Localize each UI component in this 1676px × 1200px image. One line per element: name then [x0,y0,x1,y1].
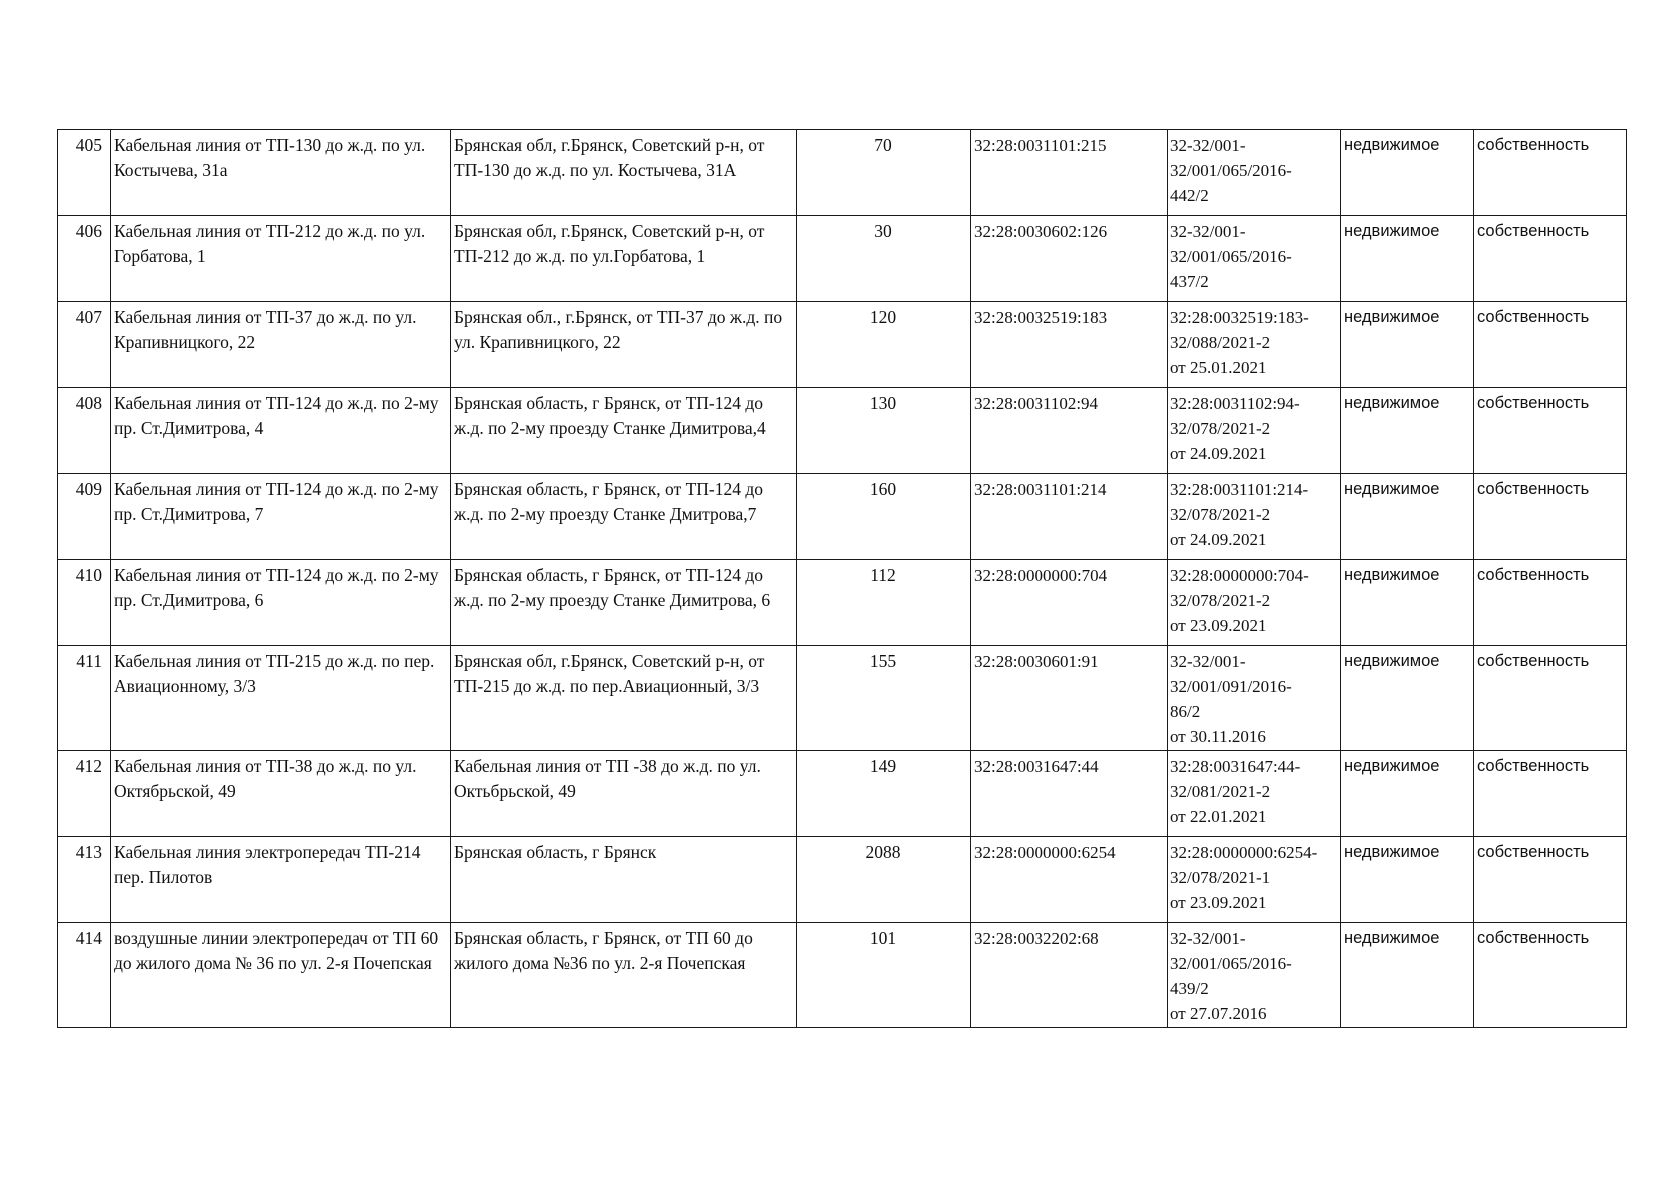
object-name: Кабельная линия электропередач ТП-214 пер. Пилотов [111,837,451,923]
table-row [58,837,1627,923]
registration-record-line: 32-32/001- [1170,652,1246,671]
row-number: 409 [58,474,111,560]
registration-record-line: от 27.07.2016 [1170,1004,1267,1023]
object-address: Брянская область, г Брянск, от ТП 60 до жилого дома №36 по ул. 2-я Почепская [451,923,797,1028]
object-name: воздушные линии электропередач от ТП 60 до жилого дома № 36 по ул. 2-я Почепская [111,923,451,1028]
cadastral-number: 32:28:0031102:94 [971,388,1168,474]
table-row [58,646,1627,751]
object-name: Кабельная линия от ТП-212 до ж.д. по ул. Горбатова, 1 [111,216,451,302]
object-address: Брянская область, г Брянск [451,837,797,923]
table-row [58,130,1627,216]
registration-record-line: от 22.01.2021 [1170,807,1267,826]
row-number: 410 [58,560,111,646]
property-kind: недвижимое [1341,646,1474,751]
registration-record-line: от 30.11.2016 [1170,727,1266,746]
object-length: 120 [797,302,971,388]
registration-record-line: 32/001/065/2016- [1170,954,1292,973]
row-number: 411 [58,646,111,751]
registration-record-line: 32/078/2021-2 [1170,505,1271,524]
object-name: Кабельная линия от ТП-38 до ж.д. по ул. Октябрьской, 49 [111,751,451,837]
registration-record-line: 32-32/001- [1170,222,1246,241]
table-row [58,560,1627,646]
cadastral-number: 32:28:0000000:704 [971,560,1168,646]
registration-record [1168,837,1341,923]
object-address: Кабельная линия от ТП -38 до ж.д. по ул. Октьбрьской, 49 [451,751,797,837]
registration-record [1168,216,1341,302]
registration-record-line: от 25.01.2021 [1170,358,1267,377]
property-kind: недвижимое [1341,216,1474,302]
table-row [58,388,1627,474]
registration-record-line: 32-32/001- [1170,929,1246,948]
registration-record-line: 86/2 [1170,702,1201,721]
row-number: 413 [58,837,111,923]
registration-record [1168,560,1341,646]
registration-record [1168,302,1341,388]
registration-record-line: 32:28:0000000:6254- [1170,843,1318,862]
object-length: 101 [797,923,971,1028]
cadastral-number: 32:28:0030601:91 [971,646,1168,751]
document-sheet [57,129,1627,1028]
registration-record-line: 32/001/091/2016- [1170,677,1292,696]
object-address: Брянская область, г Брянск, от ТП-124 до ж.д. по 2-му проезду Станке Дмитрова,7 [451,474,797,560]
ownership-right: собственность [1474,474,1627,560]
registration-record-line: 32:28:0032519:183- [1170,308,1309,327]
property-kind: недвижимое [1341,751,1474,837]
object-length: 155 [797,646,971,751]
ownership-right: собственность [1474,560,1627,646]
object-length: 112 [797,560,971,646]
ownership-right: собственность [1474,751,1627,837]
row-number: 412 [58,751,111,837]
registration-record-line: 437/2 [1170,272,1209,291]
registration-record-line: 32:28:0000000:704- [1170,566,1309,585]
cadastral-number: 32:28:0030602:126 [971,216,1168,302]
registration-record-line: 32/088/2021-2 [1170,333,1271,352]
registration-record-line: от 23.09.2021 [1170,616,1267,635]
ownership-right: собственность [1474,837,1627,923]
table-row [58,302,1627,388]
object-length: 30 [797,216,971,302]
table-row [58,216,1627,302]
registration-record-line: 32/078/2021-2 [1170,419,1271,438]
property-kind: недвижимое [1341,130,1474,216]
object-address: Брянская область, г Брянск, от ТП-124 до ж.д. по 2-му проезду Станке Димитрова, 6 [451,560,797,646]
table-row [58,474,1627,560]
ownership-right: собственность [1474,923,1627,1028]
registration-record-line: 442/2 [1170,186,1209,205]
ownership-right: собственность [1474,216,1627,302]
property-kind: недвижимое [1341,474,1474,560]
registration-record [1168,474,1341,560]
row-number: 405 [58,130,111,216]
registration-record-line: 32-32/001- [1170,136,1246,155]
row-number: 414 [58,923,111,1028]
row-number: 408 [58,388,111,474]
property-kind: недвижимое [1341,837,1474,923]
object-length: 149 [797,751,971,837]
registration-record-line: 32/001/065/2016- [1170,161,1292,180]
registration-record [1168,923,1341,1028]
property-kind: недвижимое [1341,388,1474,474]
cadastral-number: 32:28:0031647:44 [971,751,1168,837]
registration-record-line: от 24.09.2021 [1170,444,1267,463]
object-length: 130 [797,388,971,474]
object-name: Кабельная линия от ТП-124 до ж.д. по 2-му пр. Ст.Димитрова, 4 [111,388,451,474]
ownership-right: собственность [1474,388,1627,474]
registration-record-line: 32/078/2021-1 [1170,868,1271,887]
property-registry-table [57,129,1627,1028]
table-row [58,923,1627,1028]
registration-record-line: от 23.09.2021 [1170,893,1267,912]
object-name: Кабельная линия от ТП-124 до ж.д. по 2-му пр. Ст.Димитрова, 7 [111,474,451,560]
property-kind: недвижимое [1341,923,1474,1028]
object-address: Брянская обл, г.Брянск, Советский р-н, от ТП-130 до ж.д. по ул. Костычева, 31А [451,130,797,216]
registration-record-line: 32:28:0031102:94- [1170,394,1300,413]
ownership-right: собственность [1474,302,1627,388]
object-length: 160 [797,474,971,560]
object-address: Брянская обл, г.Брянск, Советский р-н, от ТП-212 до ж.д. по ул.Горбатова, 1 [451,216,797,302]
registration-record-line: от 24.09.2021 [1170,530,1267,549]
registration-record-line: 32:28:0031101:214- [1170,480,1309,499]
registration-record-line: 32/001/065/2016- [1170,247,1292,266]
object-name: Кабельная линия от ТП-124 до ж.д. по 2-му пр. Ст.Димитрова, 6 [111,560,451,646]
cadastral-number: 32:28:0000000:6254 [971,837,1168,923]
registration-record [1168,646,1341,751]
object-address: Брянская область, г Брянск, от ТП-124 до ж.д. по 2-му проезду Станке Димитрова,4 [451,388,797,474]
row-number: 406 [58,216,111,302]
registration-record [1168,751,1341,837]
ownership-right: собственность [1474,130,1627,216]
cadastral-number: 32:28:0031101:215 [971,130,1168,216]
registration-record-line: 32/081/2021-2 [1170,782,1271,801]
registration-record [1168,130,1341,216]
object-address: Брянская обл, г.Брянск, Советский р-н, от ТП-215 до ж.д. по пер.Авиационный, 3/3 [451,646,797,751]
cadastral-number: 32:28:0032202:68 [971,923,1168,1028]
registration-record [1168,388,1341,474]
registration-record-line: 439/2 [1170,979,1209,998]
property-kind: недвижимое [1341,302,1474,388]
object-address: Брянская обл., г.Брянск, от ТП-37 до ж.д. по ул. Крапивницкого, 22 [451,302,797,388]
cadastral-number: 32:28:0031101:214 [971,474,1168,560]
object-length: 2088 [797,837,971,923]
cadastral-number: 32:28:0032519:183 [971,302,1168,388]
registration-record-line: 32/078/2021-2 [1170,591,1271,610]
property-kind: недвижимое [1341,560,1474,646]
object-name: Кабельная линия от ТП-215 до ж.д. по пер. Авиационному, 3/3 [111,646,451,751]
table-row [58,751,1627,837]
row-number: 407 [58,302,111,388]
object-name: Кабельная линия от ТП-130 до ж.д. по ул. Костычева, 31а [111,130,451,216]
object-name: Кабельная линия от ТП-37 до ж.д. по ул. Крапивницкого, 22 [111,302,451,388]
registration-record-line: 32:28:0031647:44- [1170,757,1301,776]
table-body [58,130,1627,1028]
object-length: 70 [797,130,971,216]
ownership-right: собственность [1474,646,1627,751]
